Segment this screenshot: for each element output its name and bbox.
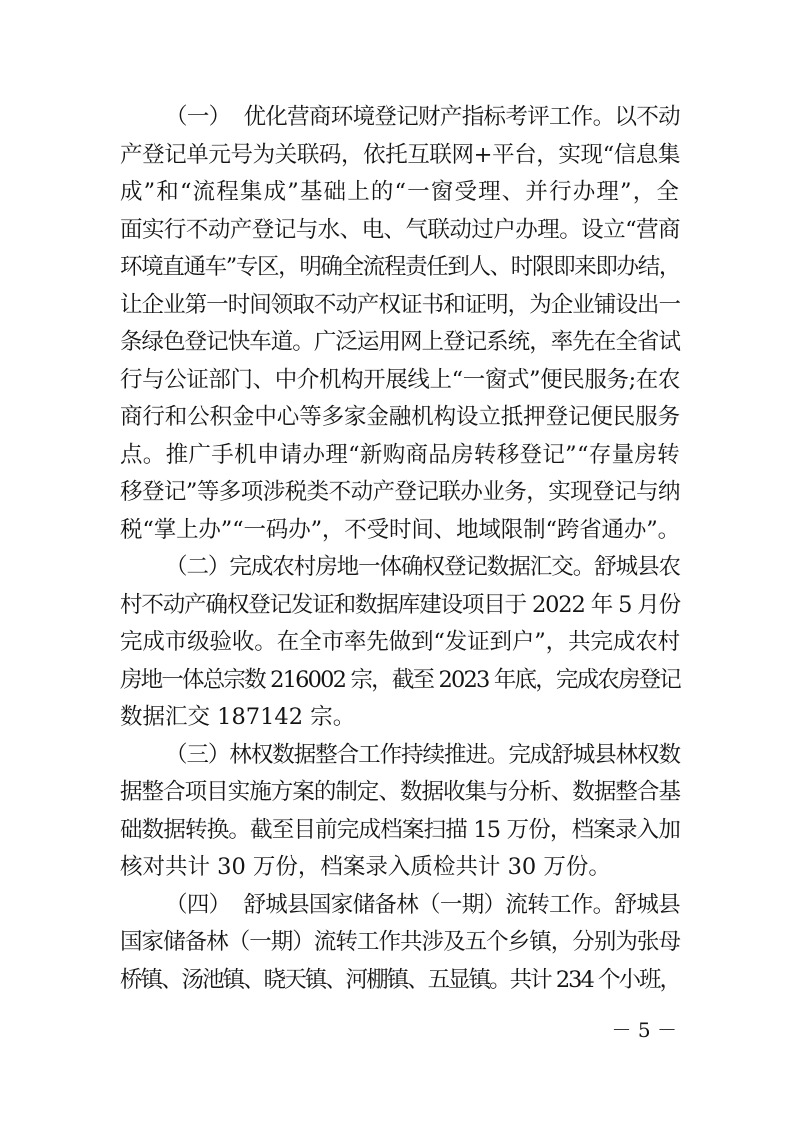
text-line: [120, 174, 680, 212]
line-text: 让企业第一时间领取不动产权证书和证明，为企业铺设出一: [120, 291, 680, 318]
line-text: （三）林权数据整合工作持续推进。完成舒城县林权数: [165, 741, 680, 768]
line-text: 房地一体总宗数 216002 宗，截至 2023 年底，完成农房登记: [120, 666, 680, 693]
text-line: [120, 924, 680, 962]
text-line: [120, 662, 680, 700]
line-text: 点。推广手机申请办理“新购商品房转移登记”“存量房转: [120, 441, 680, 468]
text-line: [120, 512, 680, 550]
text-line: [120, 549, 680, 587]
line-text: 税“掌上办”“一码办”，不受时间、地域限制“跨省通办”。: [120, 516, 680, 543]
body-text: [120, 99, 680, 999]
line-text: 础数据转换。截至目前完成档案扫描 15 万份，档案录入加: [120, 816, 680, 843]
text-line: [120, 587, 680, 625]
line-text: 核对共计 30 万份，档案录入质检共计 30 万份。: [120, 854, 611, 880]
line-text: 据整合项目实施方案的制定、数据收集与分析、数据整合基: [120, 779, 680, 805]
line-text: 移登记”等多项涉税类不动产登记联办业务，实现登记与纳: [120, 479, 680, 505]
line-text: 条绿色登记快车道。广泛运用网上登记系统，率先在全省试: [120, 329, 680, 355]
line-text: 桥镇、汤池镇、晓天镇、河棚镇、五显镇。共计 234 个小班，: [120, 966, 680, 993]
text-line: [120, 99, 680, 137]
line-text: 数据汇交 187142 宗。: [120, 704, 356, 730]
text-line: [120, 249, 680, 287]
text-line: [120, 399, 680, 437]
text-line: [120, 474, 680, 512]
line-text: 完成市级验收。在全市率先做到“发证到户”，共完成农村: [120, 629, 680, 655]
paragraph-3: [120, 737, 680, 887]
line-text: 环境直通车”专区，明确全流程责任到人、时限即来即办结，: [120, 254, 680, 280]
text-line: [120, 324, 680, 362]
text-line: [120, 137, 680, 175]
text-line: [120, 887, 680, 925]
text-line: [120, 362, 680, 400]
text-line: [120, 624, 680, 662]
line-text: （一） 优化营商环境登记财产指标考评工作。以不动: [165, 104, 680, 130]
line-text: 村不动产确权登记发证和数据库建设项目于 2022 年 5 月份: [120, 591, 680, 618]
line-text: 行与公证部门、中介机构开展线上“一窗式”便民服务;在农: [120, 366, 680, 393]
paragraph-1: [120, 99, 680, 549]
line-text: 商行和公积金中心等多家金融机构设立抵押登记便民服务: [120, 404, 680, 430]
text-line: [120, 812, 680, 850]
text-line: [120, 849, 680, 887]
text-line: [120, 212, 680, 250]
text-line: [120, 774, 680, 812]
text-line: [120, 737, 680, 775]
page-number: － 5 －: [611, 1018, 677, 1042]
line-text: （四） 舒城县国家储备林（一期）流转工作。舒城县: [165, 891, 680, 918]
text-line: [120, 699, 680, 737]
line-text: 成”和“流程集成”基础上的“一窗受理、并行办理”，全: [120, 179, 680, 205]
text-line: [120, 437, 680, 475]
paragraph-2: [120, 549, 680, 737]
text-line: [120, 962, 680, 1000]
line-text: 面实行不动产登记与水、电、气联动过户办理。设立“营商: [120, 216, 680, 243]
line-text: 产登记单元号为关联码，依托互联网+平台，实现“信息集: [120, 141, 680, 168]
text-line: [120, 287, 680, 325]
line-text: （二）完成农村房地一体确权登记数据汇交。舒城县农: [165, 554, 680, 580]
paragraph-4: [120, 887, 680, 1000]
line-text: 国家储备林（一期）流转工作共涉及五个乡镇，分别为张母: [120, 929, 680, 955]
